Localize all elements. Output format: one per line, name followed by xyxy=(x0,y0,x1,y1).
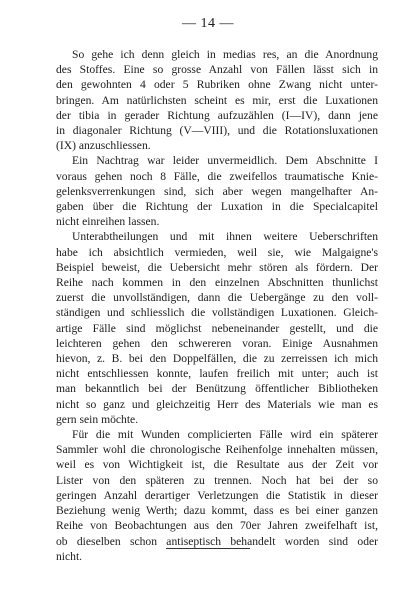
text-line: des Stoffes. Eine so grosse Anzahl von Fällen lässt sich in xyxy=(56,63,378,77)
text-line: geringen Anzahl derartiger Verletzungen die Statistik in dieser xyxy=(56,488,378,502)
text-line: voraus gehen noch 8 Fälle, die zweifellos traumatische Knie- xyxy=(56,169,378,183)
text-line: habe ich absichtlich vermieden, weil sie, wie Malgaigne's xyxy=(56,245,378,259)
text-line: nicht so ganz und gleichzeitig Herr des Materials wie man es xyxy=(56,397,378,411)
text-line: bringen. Am natürlichsten scheint es mir, erst die Luxationen xyxy=(56,93,378,107)
page-number-header: — 14 — xyxy=(182,16,234,31)
text-line: Lister von den späteren zu trennen. Noch hat bei der so xyxy=(56,473,378,487)
paragraph-supplement xyxy=(56,153,378,229)
text-line: der tibia in gerader Richtung aufzuzählen (I—IV), dann jene xyxy=(56,108,378,122)
text-line: artige Fälle sind möglichst nebeneinander gestellt, und die xyxy=(56,321,378,335)
text-line: Reihe von Beobachtungen aus den 70er Jahren zweifelhaft ist, xyxy=(56,519,378,533)
text-line: So gehe ich denn gleich in medias res, an die Anordnung xyxy=(72,48,378,61)
text-line: zuerst die unvollständigen, dann die Uebergänge zu den voll- xyxy=(56,291,378,305)
text-line: hievon, z. B. bei den Doppelfällen, die zu zerreissen ich mich xyxy=(56,352,378,366)
text-line: Ein Nachtrag war leider unvermeidlich. Dem Abschnitte I xyxy=(72,154,378,168)
text-line: gelenksverrenkungen sind, sich aber wegen mangelhafter An- xyxy=(56,184,378,198)
text-line: in diagonaler Richtung (V—VIII), und die Rotationsluxationen xyxy=(56,124,378,138)
text-line: ob dieselben schon antiseptisch behandelt worden sind oder xyxy=(56,534,378,548)
text-line: leichteren gehen den schwereren voran. Einige Ausnahmen xyxy=(56,336,378,350)
end-rule-divider xyxy=(166,548,250,549)
text-line: weil es von Wichtigkeit ist, die Resultate aus der Zeit vor xyxy=(56,458,378,472)
paragraph-complicated-cases xyxy=(56,427,378,564)
text-line: Sammler wohl die chronologische Reihenfolge innehalten müssen, xyxy=(56,443,378,457)
text-line: nicht einreihen lassen. xyxy=(56,215,160,229)
paragraph-subdivisions xyxy=(56,229,378,427)
text-line: man bekanntlich bei der Benützung öffentlicher Bibliotheken xyxy=(56,382,378,396)
text-line: nicht. xyxy=(56,549,83,563)
text-line: den gewohnten 4 oder 5 Rubriken ohne Zwang nicht unter- xyxy=(56,78,378,92)
text-line: Unterabtheilungen und mit ihnen weitere Ueberschriften xyxy=(72,230,378,244)
text-line: Beziehung wenig Werth; dazu kommt, dass es bei einer ganzen xyxy=(56,504,378,518)
text-line: gaben über die Richtung der Luxation in die Specialcapitel xyxy=(56,200,378,214)
text-line: nicht entschliessen konnte, laufen freilich mit unter; auch ist xyxy=(56,367,378,381)
paragraph-arrangement xyxy=(56,47,378,153)
text-line: ständigen und schliesslich die vollständigen Luxationen. Gleich- xyxy=(56,306,378,320)
text-line: (IX) anzuschliessen. xyxy=(56,139,151,153)
body-text xyxy=(56,47,378,564)
text-line: Reihe nach kommen in den einzelnen Abschnitten thunlichst xyxy=(56,276,378,290)
text-line: Beispiel beweist, die Uebersicht mehr stören als fördern. Der xyxy=(56,260,378,274)
text-line: Für die mit Wunden complicierten Fälle wird ein späterer xyxy=(72,428,378,442)
text-line: gern sein möchte. xyxy=(56,412,139,426)
